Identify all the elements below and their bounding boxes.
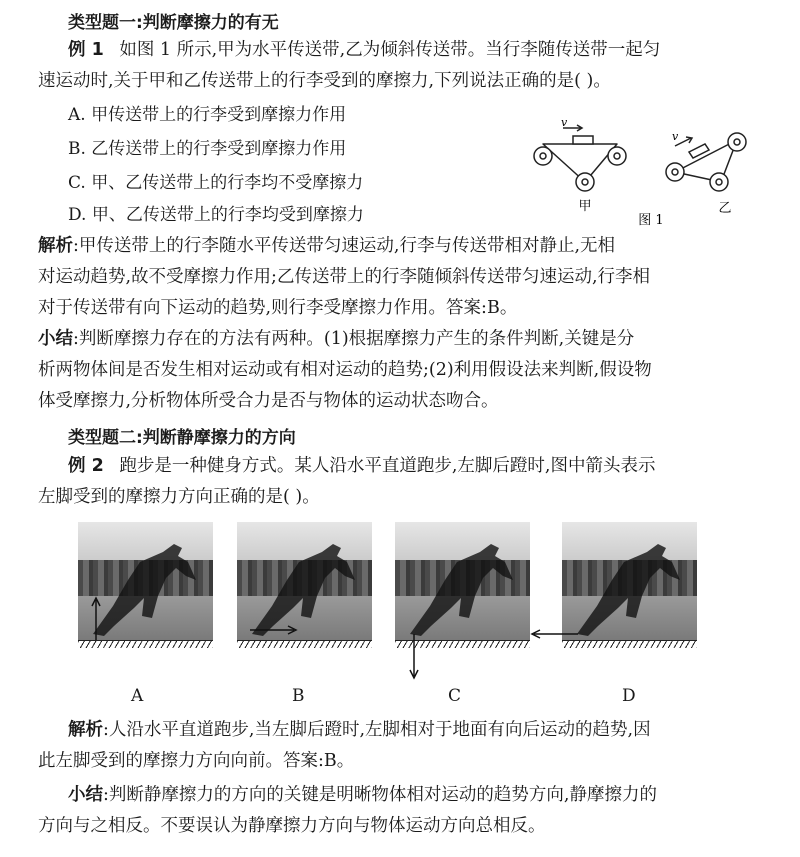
option-c: C. 甲、乙传送带上的行李均不受摩擦力 [68,173,364,193]
photo-label-b: B [292,686,305,706]
summary2-label: 小结 [68,785,103,805]
runner-silhouette-d [562,522,697,640]
label-yi: 乙 [718,201,732,216]
photo-c [395,522,530,640]
analysis2-text1: :人沿水平直道跑步,当左脚后蹬时,左脚相对于地面有向后运动的趋势,因 [103,720,651,740]
label-jia: 甲 [578,199,592,214]
analysis2-line1 [38,718,651,742]
arrow-d [530,626,580,642]
example2-text1: 跑步是一种健身方式。某人沿水平直道跑步,左脚后蹬时,图中箭头表示 [119,456,656,476]
analysis1-line3: 对于传送带有向下运动的趋势,则行李受摩擦力作用。答案:B。 [38,298,518,318]
summary2-text1: :判断静摩擦力的方向的关键是明晰物体相对运动的趋势方向,静摩擦力的 [103,785,657,805]
arrow-c [406,632,426,680]
analysis1-text1: :甲传送带上的行李随水平传送带匀速运动,行李与传送带相对静止,无相 [73,236,616,256]
ground-b [237,640,372,648]
summary1-line3: 体受摩擦力,分析物体所受合力是否与物体的运动状态吻合。 [38,391,499,411]
analysis1-line2: 对运动趋势,故不受摩擦力作用;乙传送带上的行李随倾斜传送带匀速运动,行李相 [38,267,651,287]
ground-d [562,640,697,648]
analysis2-line2: 此左脚受到的摩擦力方向向前。答案:B。 [38,751,355,771]
option-d: D. 甲、乙传送带上的行李均受到摩擦力 [68,205,364,225]
figure1-conveyors [525,112,765,232]
photo-label-a: A [131,686,144,706]
summary1-line2: 析两物体间是否发生相对运动或有相对运动的趋势;(2)利用假设法来判断,假设物 [38,360,652,380]
figure1-caption: 图 1 [638,213,664,228]
arrow-b [248,622,298,638]
analysis1-line1 [38,234,615,258]
section2-heading: 类型题二:判断静摩擦力的方向 [68,428,296,448]
example1-line1 [68,38,660,62]
runner-silhouette-c [395,522,530,640]
v-label-jia: v [561,116,568,129]
analysis1-label: 解析 [38,236,73,256]
photo-label-d: D [622,686,636,706]
example2-line2: 左脚受到的摩擦力方向正确的是( )。 [38,487,320,507]
example2-label: 例 2 [68,456,104,476]
belt-jia [534,125,626,191]
arrow-a [88,596,108,642]
example1-line2: 速运动时,关于甲和乙传送带上的行李受到的摩擦力,下列说法正确的是( )。 [38,71,611,91]
analysis2-label: 解析 [68,720,103,740]
photo-d [562,522,697,640]
summary1-line1 [38,327,634,351]
photo-label-c: C [448,686,462,706]
v-label-yi: v [672,130,679,143]
summary2-line2: 方向与之相反。不要误认为静摩擦力方向与物体运动方向总相反。 [38,816,546,836]
option-a: A. 甲传送带上的行李受到摩擦力作用 [68,105,347,125]
example2-line1 [68,454,655,478]
example1-text1: 如图 1 所示,甲为水平传送带,乙为倾斜传送带。当行李随传送带一起匀 [119,40,661,60]
summary2-line1 [38,783,657,807]
option-b: B. 乙传送带上的行李受到摩擦力作用 [68,139,347,159]
section1-heading: 类型题一:判断摩擦力的有无 [68,13,279,33]
example1-label: 例 1 [68,40,104,60]
summary1-text1: :判断摩擦力存在的方法有两种。(1)根据摩擦力产生的条件判断,关键是分 [73,329,635,349]
summary1-label: 小结 [38,329,73,349]
